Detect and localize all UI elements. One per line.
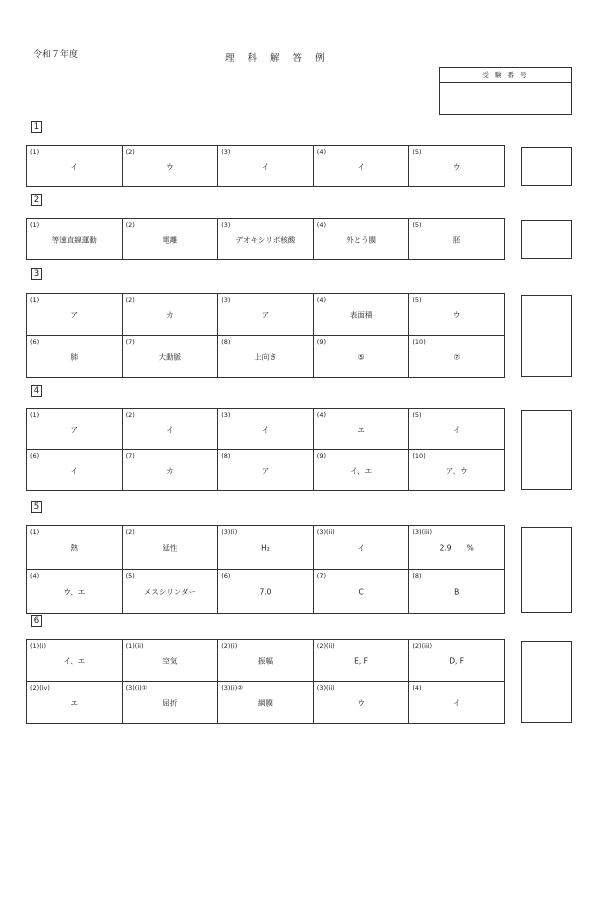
exam-number-label: 受 験 番 号 <box>440 68 571 83</box>
question-label: (3) <box>221 221 231 229</box>
question-label: (3) <box>221 411 231 419</box>
answer-grid <box>26 525 505 614</box>
question-label: (1) <box>30 296 40 304</box>
question-label: (10) <box>412 338 426 346</box>
answer-text: イ <box>452 425 461 435</box>
answer-grid <box>26 145 505 187</box>
answer-text: ア <box>70 310 79 320</box>
answer-text: イ <box>166 425 174 435</box>
answer-grid <box>26 408 505 491</box>
question-label: (5) <box>412 148 422 156</box>
answer-text: 延性 <box>162 543 178 553</box>
answer-cell <box>314 146 410 187</box>
score-box <box>521 641 572 723</box>
answer-cell <box>218 219 314 260</box>
answer-text: ア <box>261 466 270 476</box>
answer-text: イ <box>452 698 461 708</box>
answer-cell <box>409 570 505 614</box>
question-label: (8) <box>412 572 422 580</box>
answer-text: ア <box>70 425 79 435</box>
question-label: (2)(iii) <box>412 642 433 650</box>
answer-cell <box>27 682 123 724</box>
question-label: (9) <box>316 452 327 460</box>
answer-cell <box>314 336 410 378</box>
answer-text: エ <box>357 425 365 435</box>
question-label: (5) <box>412 411 422 419</box>
answer-cell <box>409 409 505 450</box>
answer-text: 肺 <box>70 352 79 362</box>
answer-text: 振幅 <box>257 656 273 666</box>
answer-text: 7.0 <box>259 587 272 597</box>
section-number: 5 <box>31 501 42 513</box>
answer-cell <box>314 640 410 682</box>
answer-cell <box>218 336 314 378</box>
answer-cell <box>123 219 219 260</box>
answer-text: ウ、エ <box>63 587 86 597</box>
question-label: (3)(i)① <box>125 684 148 692</box>
answer-cell <box>409 526 505 570</box>
question-label: (2) <box>125 296 135 304</box>
question-label: (6) <box>30 338 40 346</box>
answer-text: エ <box>70 698 79 708</box>
answer-text: 網膜 <box>257 698 273 708</box>
answer-text: イ <box>261 162 270 172</box>
answer-cell <box>218 294 314 336</box>
question-label: (8) <box>221 338 231 346</box>
answer-text: B <box>454 587 460 597</box>
answer-text: D, F <box>449 656 465 666</box>
section-number: 4 <box>31 385 42 397</box>
answer-cell <box>27 409 123 450</box>
answer-text: カ <box>166 310 174 320</box>
question-label: (3)(i)② <box>221 684 244 692</box>
answer-cell <box>27 570 123 614</box>
exam-number-box <box>439 67 572 115</box>
answer-text: 上向き <box>254 352 277 362</box>
question-label: (1) <box>30 528 40 536</box>
answer-cell <box>123 409 219 450</box>
question-label: (7) <box>125 452 135 460</box>
question-label: (3) <box>221 296 231 304</box>
question-label: (1)(ii) <box>125 642 144 650</box>
answer-cell <box>314 219 410 260</box>
answer-cell <box>27 450 123 491</box>
answer-cell <box>409 450 505 491</box>
question-label: (6) <box>30 452 40 460</box>
answer-text: C <box>358 587 364 597</box>
answer-cell <box>123 682 219 724</box>
answer-cell <box>27 336 123 378</box>
answer-text: ⑦ <box>453 352 461 362</box>
question-label: (3)(ii) <box>316 684 335 692</box>
answer-text: 表面積 <box>349 310 373 320</box>
answer-cell <box>409 294 505 336</box>
question-label: (4) <box>316 148 327 156</box>
answer-text: メスシリンダー <box>143 587 196 597</box>
answer-cell <box>218 409 314 450</box>
question-label: (2)(i) <box>221 642 238 650</box>
question-label: (9) <box>316 338 327 346</box>
answer-cell <box>409 682 505 724</box>
section-number: 2 <box>31 194 42 206</box>
answer-cell <box>314 526 410 570</box>
answer-cell <box>27 294 123 336</box>
question-label: (5) <box>125 572 135 580</box>
answer-cell <box>27 146 123 187</box>
answer-cell <box>218 640 314 682</box>
question-label: (4) <box>316 411 327 419</box>
answer-cell <box>218 682 314 724</box>
answer-cell <box>409 219 505 260</box>
answer-grid <box>26 293 505 378</box>
answer-cell <box>27 526 123 570</box>
answer-cell <box>123 336 219 378</box>
document-year: 令和７年度 <box>33 50 79 60</box>
question-label: (6) <box>221 572 231 580</box>
question-label: (2) <box>125 221 135 229</box>
answer-text: 大動脈 <box>158 352 182 362</box>
document-title: 理 科 解 答 例 <box>225 53 330 64</box>
score-box <box>521 295 572 377</box>
answer-cell <box>314 294 410 336</box>
answer-text: カ <box>166 466 174 476</box>
answer-cell <box>218 570 314 614</box>
question-label: (5) <box>412 296 422 304</box>
answer-text: 屈折 <box>162 698 178 708</box>
score-box <box>521 410 572 490</box>
answer-text: 外とう膜 <box>346 235 377 245</box>
question-label: (3)(iii) <box>412 528 433 536</box>
answer-text: デオキシリボ核酸 <box>235 235 296 245</box>
answer-cell <box>314 450 410 491</box>
answer-text: イ <box>70 162 79 172</box>
answer-text: ウ <box>452 310 461 320</box>
question-label: (2) <box>125 528 135 536</box>
answer-text: 胚 <box>452 235 461 245</box>
answer-text: イ <box>261 425 270 435</box>
answer-cell <box>123 640 219 682</box>
answer-text: ⑤ <box>357 352 365 362</box>
question-label: (1)(i) <box>30 642 47 650</box>
answer-text: ア <box>261 310 270 320</box>
question-label: (3)(i) <box>221 528 238 536</box>
question-label: (4) <box>412 684 422 692</box>
answer-text: イ、エ <box>63 656 86 666</box>
answer-text: イ <box>70 466 79 476</box>
question-label: (3) <box>221 148 231 156</box>
answer-cell <box>409 336 505 378</box>
answer-text: 熱 <box>70 543 79 553</box>
answer-text: 2.9 % <box>439 543 474 553</box>
question-label: (1) <box>30 221 40 229</box>
question-label: (2) <box>125 411 135 419</box>
question-label: (4) <box>30 572 40 580</box>
question-label: (4) <box>316 296 327 304</box>
answer-text: イ、エ <box>350 466 372 476</box>
answer-cell <box>123 570 219 614</box>
answer-text: ウ <box>166 162 174 172</box>
answer-cell <box>314 570 410 614</box>
section-number: 6 <box>31 615 42 627</box>
section-number: 1 <box>31 121 42 133</box>
question-label: (2)(ii) <box>316 642 335 650</box>
answer-cell <box>123 146 219 187</box>
answer-grid <box>26 218 505 260</box>
answer-cell <box>123 526 219 570</box>
answer-cell <box>218 450 314 491</box>
question-label: (8) <box>221 452 231 460</box>
score-box <box>521 147 572 186</box>
question-label: (2)(iv) <box>30 684 50 692</box>
question-label: (4) <box>316 221 327 229</box>
question-label: (2) <box>125 148 135 156</box>
answer-text: 等速直線運動 <box>51 235 97 245</box>
answer-cell <box>409 146 505 187</box>
answer-text: ア、ウ <box>445 466 468 476</box>
question-label: (5) <box>412 221 422 229</box>
answer-text: ウ <box>357 698 365 708</box>
question-label: (1) <box>30 148 40 156</box>
answer-cell <box>314 409 410 450</box>
answer-cell <box>27 219 123 260</box>
question-label: (1) <box>30 411 40 419</box>
question-label: (7) <box>316 572 327 580</box>
answer-cell <box>409 640 505 682</box>
answer-grid <box>26 639 505 724</box>
answer-text: E, F <box>354 656 368 666</box>
answer-text: H₂ <box>261 543 270 553</box>
score-box <box>521 220 572 259</box>
answer-cell <box>123 294 219 336</box>
question-label: (3)(ii) <box>316 528 335 536</box>
score-box <box>521 527 572 613</box>
answer-text: 電離 <box>162 235 178 245</box>
answer-text: ウ <box>452 162 461 172</box>
answer-cell <box>123 450 219 491</box>
answer-text: イ <box>357 162 365 172</box>
answer-cell <box>218 146 314 187</box>
answer-cell <box>218 526 314 570</box>
answer-cell <box>27 640 123 682</box>
question-label: (10) <box>412 452 426 460</box>
answer-cell <box>314 682 410 724</box>
answer-text: 空気 <box>162 656 178 666</box>
answer-text: イ <box>357 543 365 553</box>
question-label: (7) <box>125 338 135 346</box>
section-number: 3 <box>31 268 42 280</box>
